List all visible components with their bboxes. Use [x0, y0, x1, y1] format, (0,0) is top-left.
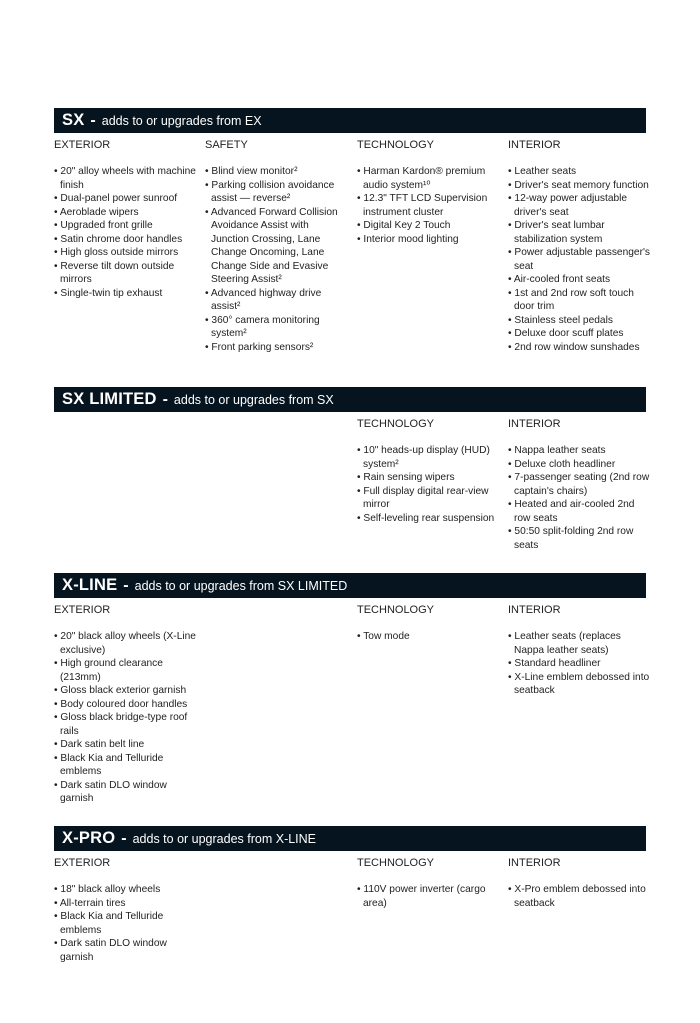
title-separator: - [90, 111, 96, 129]
trim-name: SX LIMITED [62, 390, 157, 408]
feature-item: • Full display digital rear-view mirror [357, 485, 499, 512]
feature-item: • 10" heads-up display (HUD) system² [357, 444, 499, 471]
feature-item: • X-Pro emblem debossed into seatback [508, 883, 650, 910]
feature-item: • Reverse tilt down outside mirrors [54, 260, 196, 287]
feature-item: • Black Kia and Telluride emblems [54, 910, 196, 937]
column-exterior [54, 598, 196, 806]
column-technology [357, 598, 499, 644]
feature-item: • Deluxe cloth headliner [508, 458, 650, 472]
feature-item: • All-terrain tires [54, 897, 196, 911]
feature-item: • Leather seats [508, 165, 650, 179]
trim-subtitle: adds to or upgrades from X-LINE [132, 831, 317, 846]
section-header-bar [54, 108, 646, 133]
column-technology [357, 851, 499, 910]
feature-list [357, 444, 499, 525]
feature-item: • Heated and air-cooled 2nd row seats [508, 498, 650, 525]
trim-section-sx [54, 108, 651, 353]
feature-item: • Rain sensing wipers [357, 471, 499, 485]
feature-item: • Dark satin DLO window garnish [54, 779, 196, 806]
feature-item: • 110V power inverter (cargo area) [357, 883, 499, 910]
feature-item: • High ground clearance (213mm) [54, 657, 196, 684]
column-technology [357, 133, 499, 246]
trim-name: X-LINE [62, 576, 118, 594]
section-header-bar [54, 387, 646, 412]
feature-list [508, 165, 650, 354]
feature-item: • 50:50 split-folding 2nd row seats [508, 525, 650, 552]
trim-name: SX [62, 111, 85, 129]
feature-item: • Satin chrome door handles [54, 233, 196, 247]
section-header-bar [54, 826, 646, 851]
column-technology [357, 412, 499, 525]
column-heading: TECHNOLOGY [357, 139, 435, 151]
feature-item: • Advanced highway drive assist² [205, 287, 347, 314]
feature-item: • Stainless steel pedals [508, 314, 650, 328]
column-interior [508, 598, 650, 698]
feature-item: • 20" black alloy wheels (X-Line exclusive) [54, 630, 196, 657]
column-heading: EXTERIOR [54, 604, 111, 616]
column-interior [508, 851, 650, 910]
feature-list [54, 630, 196, 806]
feature-list [205, 165, 347, 354]
feature-item: • Driver's seat lumbar stabilization system [508, 219, 650, 246]
feature-item: • Interior mood lighting [357, 233, 499, 247]
feature-item: • Blind view monitor² [205, 165, 347, 179]
trim-section-x-line [54, 573, 650, 804]
feature-item: • 1st and 2nd row soft touch door trim [508, 287, 650, 314]
section-header-bar [54, 573, 646, 598]
feature-list [357, 165, 499, 246]
feature-item: • 12.3" TFT LCD Supervision instrument cluster [357, 192, 499, 219]
feature-item: • Standard headliner [508, 657, 650, 671]
title-separator: - [121, 829, 127, 847]
feature-list [357, 883, 499, 910]
column-heading: SAFETY [205, 139, 248, 151]
feature-item: • 7-passenger seating (2nd row captain's chairs) [508, 471, 650, 498]
title-separator: - [162, 390, 168, 408]
feature-item: • Aeroblade wipers [54, 206, 196, 220]
column-heading: INTERIOR [508, 139, 561, 151]
column-heading: EXTERIOR [54, 857, 111, 869]
trim-subtitle: adds to or upgrades from EX [101, 113, 262, 128]
feature-item: • Front parking sensors² [205, 341, 347, 355]
feature-item: • High gloss outside mirrors [54, 246, 196, 260]
column-heading: TECHNOLOGY [357, 418, 435, 430]
feature-item: • Dark satin belt line [54, 738, 196, 752]
feature-item: • Harman Kardon® premium audio system¹⁰ [357, 165, 499, 192]
feature-item: • Gloss black exterior garnish [54, 684, 196, 698]
feature-item: • Driver's seat memory function [508, 179, 650, 193]
column-heading: INTERIOR [508, 857, 561, 869]
column-heading: TECHNOLOGY [357, 857, 435, 869]
feature-item: • X-Line emblem debossed into seatback [508, 671, 650, 698]
feature-item: • Dark satin DLO window garnish [54, 937, 196, 964]
column-interior [508, 412, 650, 552]
feature-item: • Gloss black bridge-type roof rails [54, 711, 196, 738]
feature-item: • Black Kia and Telluride emblems [54, 752, 196, 779]
column-heading: INTERIOR [508, 418, 561, 430]
feature-list [54, 883, 196, 964]
column-exterior [54, 133, 196, 300]
column-safety [205, 133, 347, 354]
feature-item: • 20" alloy wheels with machine finish [54, 165, 196, 192]
feature-item: • Deluxe door scuff plates [508, 327, 650, 341]
column-heading: INTERIOR [508, 604, 561, 616]
trim-section-sx-limited [54, 387, 650, 551]
feature-item: • Single-twin tip exhaust [54, 287, 196, 301]
feature-list [508, 883, 650, 910]
feature-item: • Body coloured door handles [54, 698, 196, 712]
feature-item: • Parking collision avoidance assist — reverse² [205, 179, 347, 206]
trim-subtitle: adds to or upgrades from SX LIMITED [134, 578, 348, 593]
feature-list [54, 165, 196, 300]
feature-item: • Nappa leather seats [508, 444, 650, 458]
feature-list [508, 630, 650, 698]
feature-item: • Advanced Forward Collision Avoidance Assist with Junction Crossing, Lane Change Oncoming, Lane Change Side and Evasive Steering Assist² [205, 206, 347, 287]
feature-item: • 18" black alloy wheels [54, 883, 196, 897]
feature-item: • Upgraded front grille [54, 219, 196, 233]
trim-subtitle: adds to or upgrades from SX [173, 392, 334, 407]
feature-item: • Dual-panel power sunroof [54, 192, 196, 206]
feature-item: • 12-way power adjustable driver's seat [508, 192, 650, 219]
feature-item: • Digital Key 2 Touch [357, 219, 499, 233]
feature-list [357, 630, 499, 644]
trim-section-x-pro [54, 826, 646, 963]
trim-name: X-PRO [62, 829, 116, 847]
feature-item: • Leather seats (replaces Nappa leather seats) [508, 630, 650, 657]
column-heading: TECHNOLOGY [357, 604, 435, 616]
feature-item: • Power adjustable passenger's seat [508, 246, 650, 273]
feature-item: • Air-cooled front seats [508, 273, 650, 287]
feature-item: • Tow mode [357, 630, 499, 644]
title-separator: - [123, 576, 129, 594]
feature-item: • 2nd row window sunshades [508, 341, 650, 355]
feature-item: • Self-leveling rear suspension [357, 512, 499, 526]
column-heading: EXTERIOR [54, 139, 111, 151]
feature-item: • 360° camera monitoring system² [205, 314, 347, 341]
column-interior [508, 133, 650, 354]
column-exterior [54, 851, 196, 964]
feature-list [508, 444, 650, 552]
